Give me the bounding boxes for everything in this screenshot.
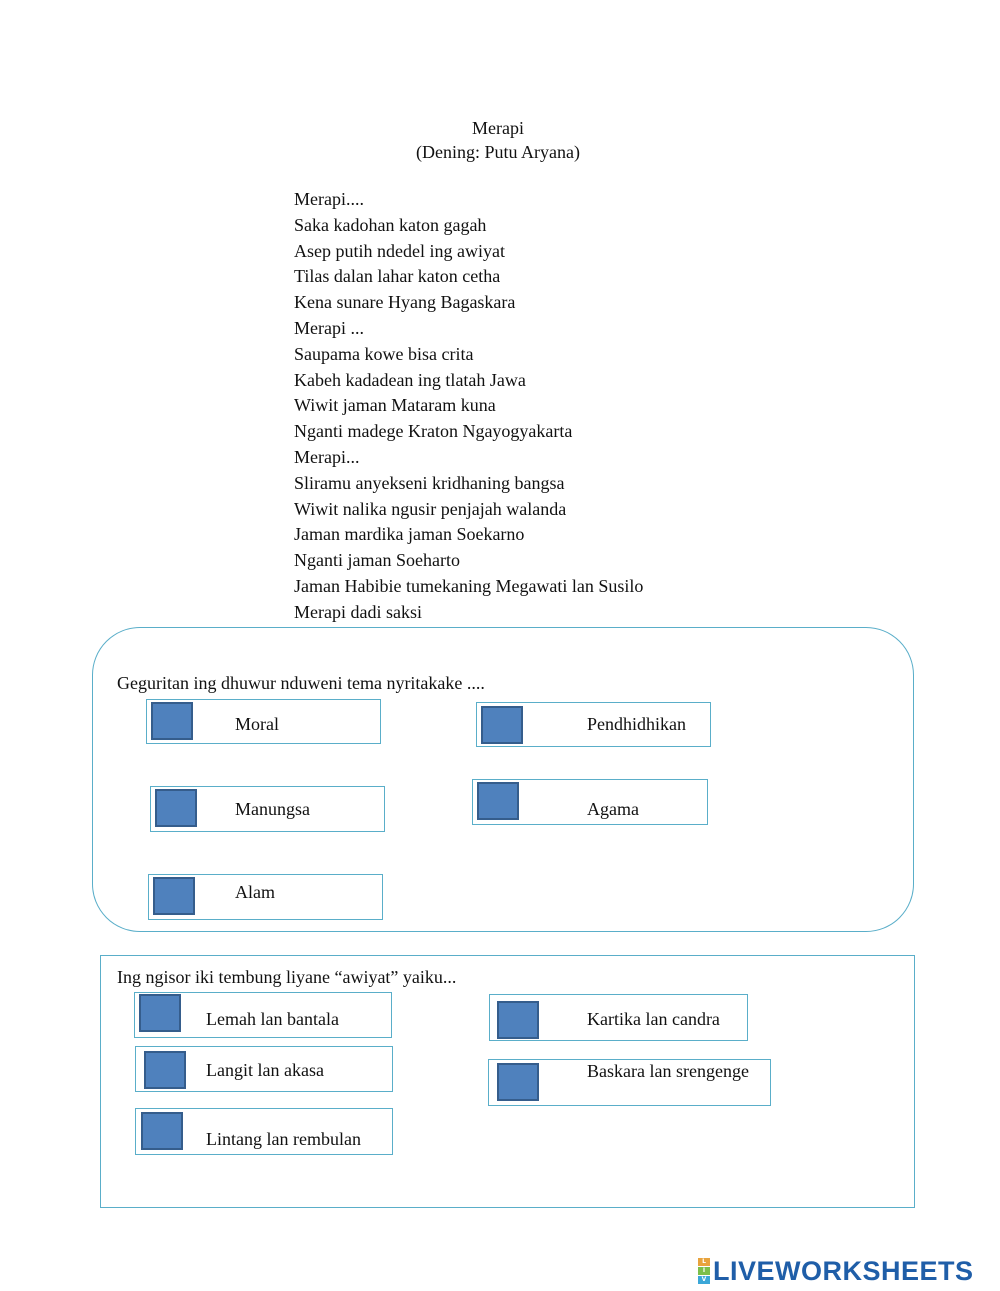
poem-line: Jaman mardika jaman Soekarno [294, 524, 525, 545]
option-agama[interactable] [472, 779, 708, 825]
poem-line: Jaman Habibie tumekaning Megawati lan Susilo [294, 575, 644, 596]
option-label: Lintang lan rembulan [206, 1129, 361, 1149]
poem-title: Merapi [472, 118, 524, 138]
option-manungsa[interactable] [150, 786, 385, 832]
poem-line: Saka kadohan katon gagah [294, 214, 487, 235]
poem-line: Nganti madege Kraton Ngayogyakarta [294, 421, 573, 442]
question-2-prompt: Ing ngisor iki tembung liyane “awiyat” yaiku... [117, 967, 457, 987]
poem-line: Merapi.... [294, 189, 364, 209]
logo-tiles-icon [698, 1258, 710, 1284]
checkbox-icon[interactable] [141, 1112, 183, 1150]
poem-author: (Dening: Putu Aryana) [416, 142, 580, 162]
option-label: Manungsa [235, 799, 310, 819]
poem-line: Wiwit jaman Mataram kuna [294, 395, 496, 416]
logo-tile-icon: L [698, 1258, 710, 1266]
poem-body [294, 187, 794, 626]
checkbox-icon[interactable] [153, 877, 195, 915]
checkbox-icon[interactable] [481, 706, 523, 744]
poem-line: Merapi... [294, 446, 360, 467]
poem-line: Saupama kowe bisa crita [294, 343, 474, 364]
poem-line: Tilas dalan lahar katon cetha [294, 266, 501, 287]
checkbox-icon[interactable] [151, 702, 193, 740]
option-baskara-lan-srengenge[interactable] [488, 1059, 771, 1106]
poem-line: Sliramu anyekseni kridhaning bangsa [294, 472, 565, 493]
option-label: Kartika lan candra [587, 1009, 720, 1029]
checkbox-icon[interactable] [155, 789, 197, 827]
option-alam[interactable] [148, 874, 383, 920]
option-label: Langit lan akasa [206, 1060, 324, 1080]
checkbox-icon[interactable] [139, 994, 181, 1032]
option-label: Moral [235, 714, 279, 734]
liveworksheets-logo [698, 1255, 974, 1287]
poem-line: Merapi dadi saksi [294, 601, 422, 622]
option-lemah-lan-bantala[interactable] [134, 992, 392, 1038]
option-label: Baskara lan srengenge [587, 1061, 749, 1081]
option-kartika-lan-candra[interactable] [489, 994, 748, 1041]
option-moral[interactable] [146, 699, 381, 744]
option-pendhidhikan[interactable] [476, 702, 711, 747]
option-label: Pendhidhikan [587, 714, 686, 734]
poem-line: Asep putih ndedel ing awiyat [294, 240, 505, 261]
option-label: Agama [587, 799, 639, 819]
option-langit-lan-akasa[interactable] [135, 1046, 393, 1092]
option-label: Alam [235, 882, 275, 902]
logo-tile-icon: I [698, 1267, 710, 1275]
poem-line: Merapi ... [294, 317, 364, 338]
checkbox-icon[interactable] [144, 1051, 186, 1089]
checkbox-icon[interactable] [497, 1001, 539, 1039]
logo-tile-icon: V [698, 1276, 710, 1284]
poem-line: Wiwit nalika ngusir penjajah walanda [294, 498, 567, 519]
logo-wordmark: LIVEWORKSHEETS [713, 1256, 974, 1286]
poem-line: Kabeh kadadean ing tlatah Jawa [294, 369, 526, 390]
option-label: Lemah lan bantala [206, 1009, 339, 1029]
option-lintang-lan-rembulan[interactable] [135, 1108, 393, 1155]
poem-line: Kena sunare Hyang Bagaskara [294, 292, 516, 313]
question-1-prompt: Geguritan ing dhuwur nduweni tema nyritakake .... [117, 673, 485, 693]
checkbox-icon[interactable] [497, 1063, 539, 1101]
checkbox-icon[interactable] [477, 782, 519, 820]
poem-line: Nganti jaman Soeharto [294, 550, 460, 571]
